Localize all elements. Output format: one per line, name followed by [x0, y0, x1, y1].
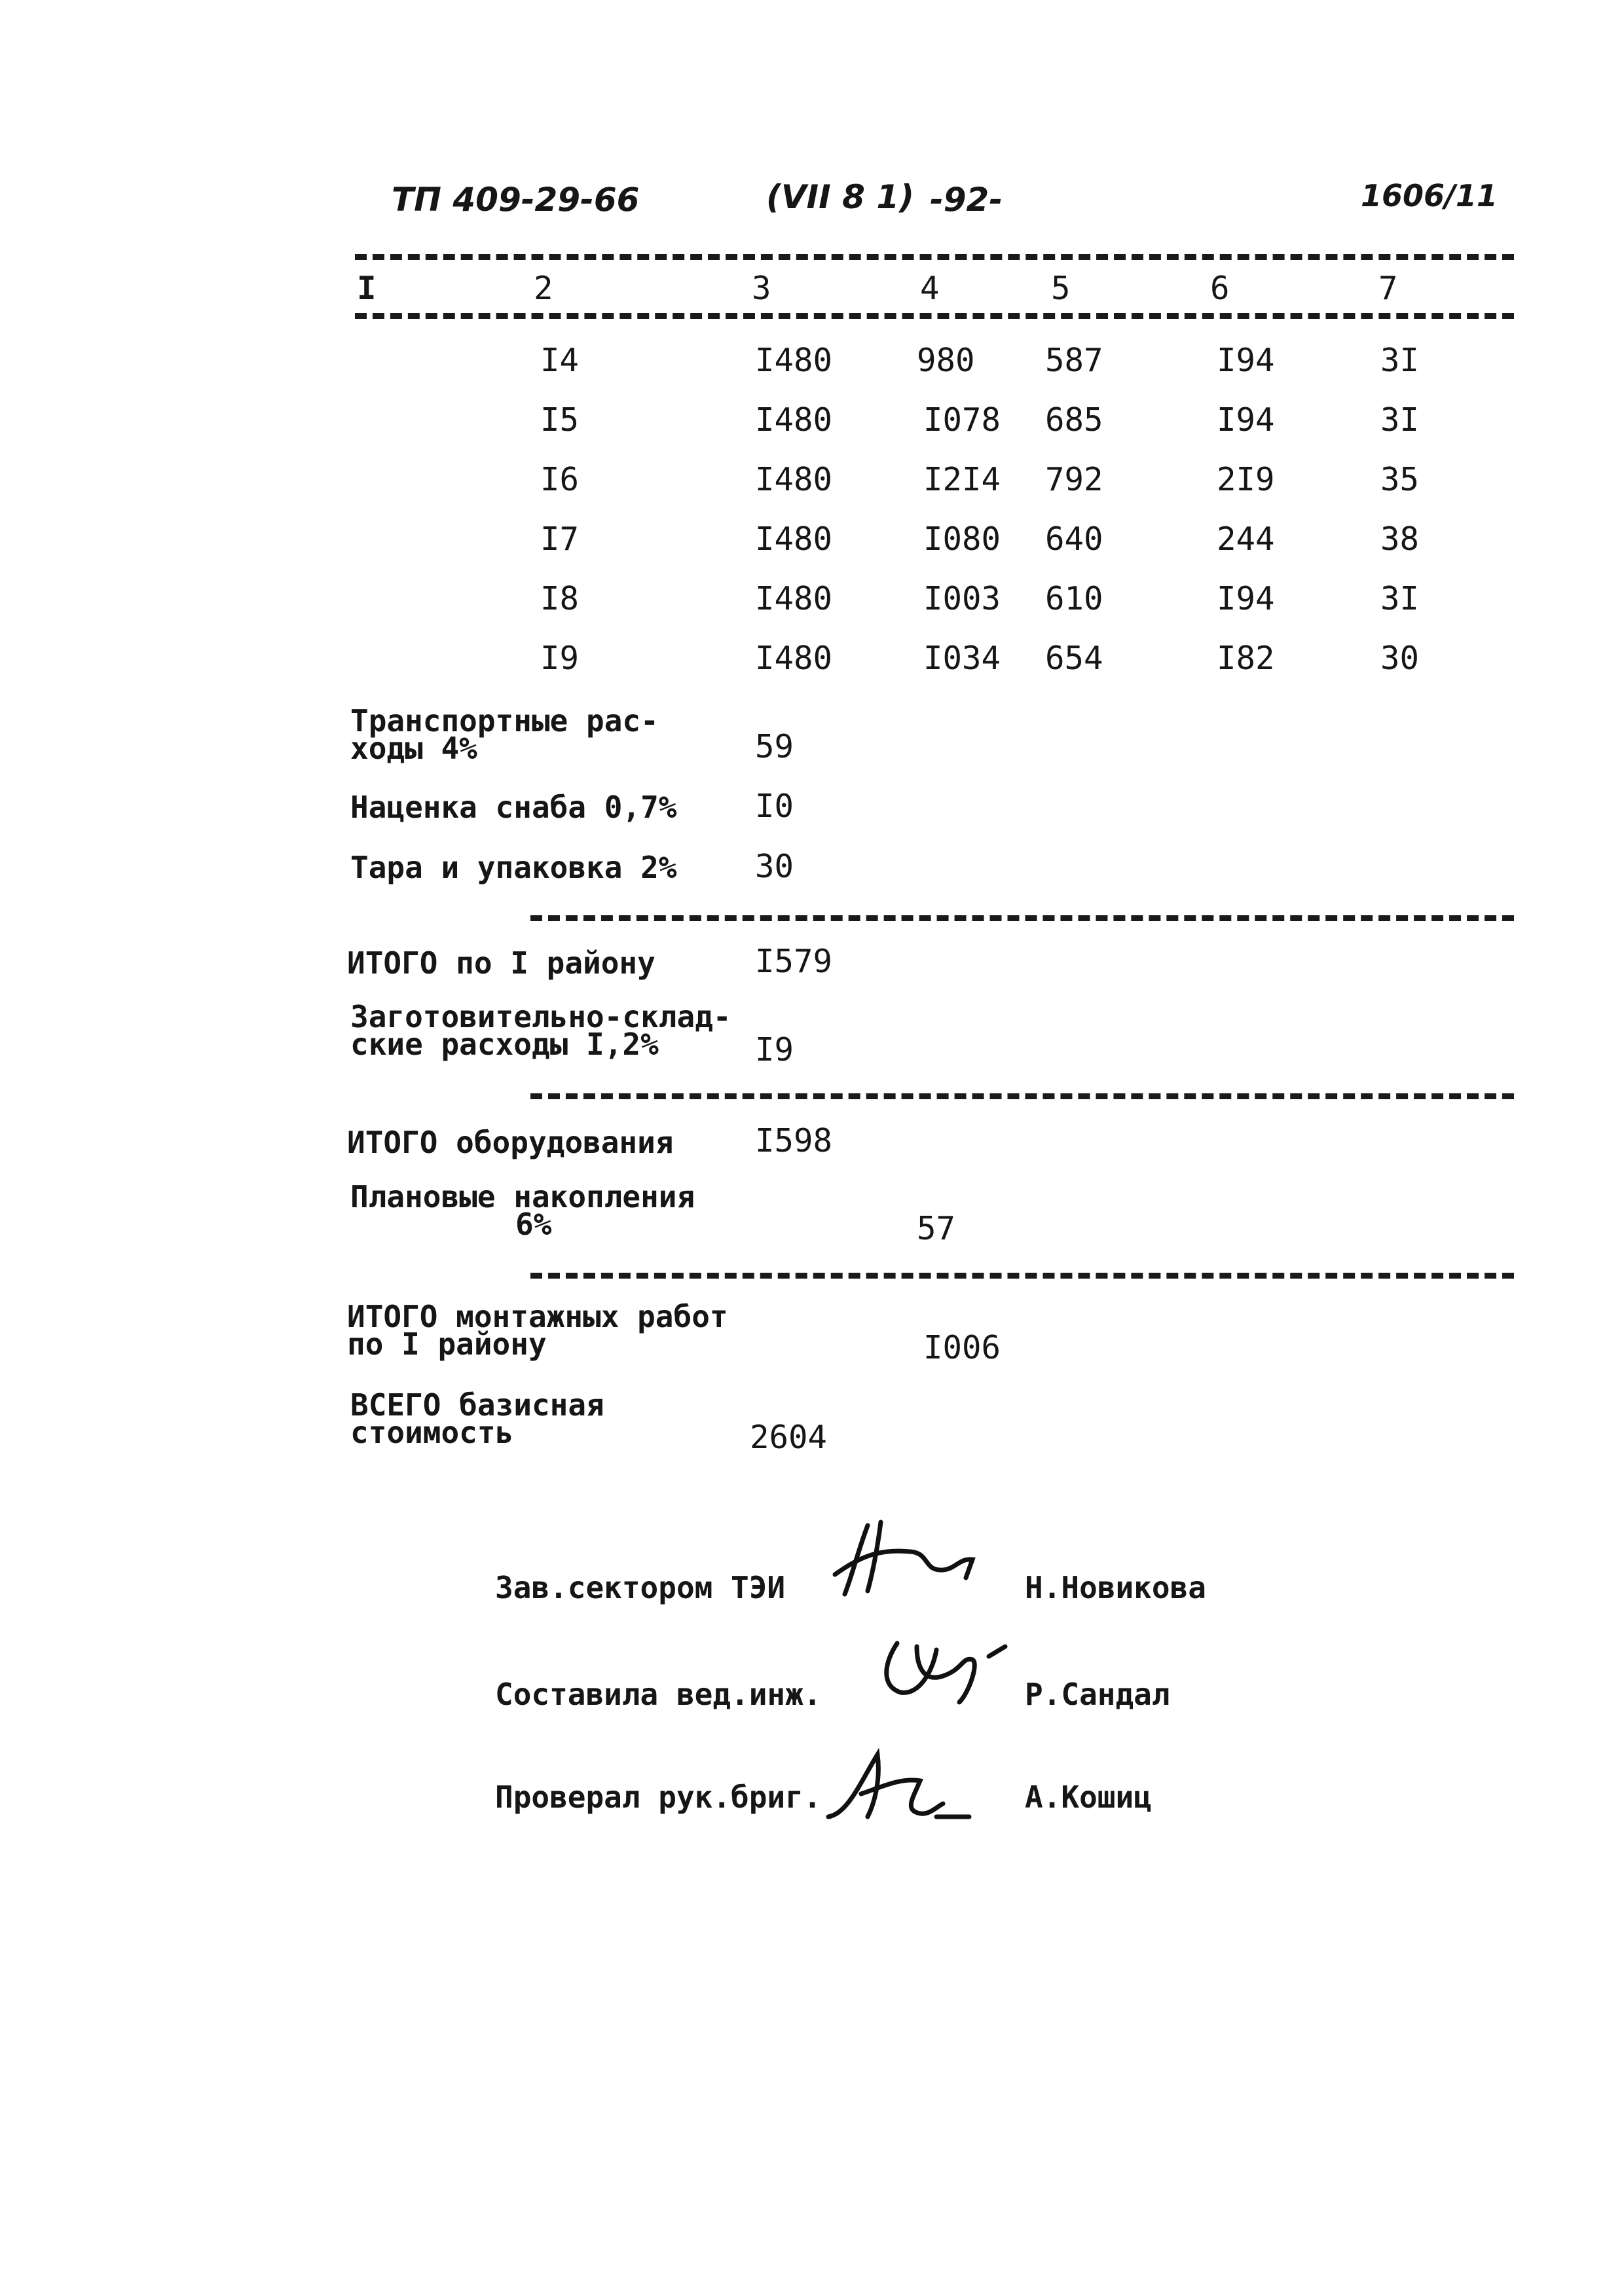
- procurement-label: Заготовительно-склад- ские расходы I,2%: [350, 999, 731, 1062]
- planned-savings-value: 57: [917, 1210, 956, 1247]
- table-cell: 980: [917, 342, 975, 379]
- table-cell: I080: [923, 520, 1001, 558]
- table-cell: I9: [540, 640, 580, 677]
- table-cell: 3I: [1380, 342, 1420, 379]
- table-cell: 685: [1045, 401, 1103, 439]
- column-header: 6: [1210, 270, 1230, 307]
- table-cell: 587: [1045, 342, 1103, 379]
- transport-value: 59: [755, 728, 794, 765]
- page-number: -92-: [930, 181, 1003, 219]
- supply-markup-label: Наценка снаба 0,7%: [350, 790, 677, 825]
- table-cell: I7: [540, 520, 580, 558]
- signature-sandal: [871, 1630, 1022, 1715]
- planned-savings-label: Плановые накопления 6%: [350, 1179, 695, 1242]
- sheet-number: 1606/11: [1361, 178, 1498, 213]
- album-reference: (VII 8 1): [766, 178, 915, 216]
- table-cell: I480: [755, 461, 833, 498]
- signature-role: Проверал рук.бриг.: [495, 1779, 822, 1815]
- header-rule-bottom: [355, 313, 1514, 319]
- total-installation-value: I006: [923, 1329, 1001, 1366]
- table-cell: 35: [1380, 461, 1420, 498]
- table-cell: I078: [923, 401, 1001, 439]
- rule-total-2: [530, 1093, 1514, 1099]
- grand-total-value: 2604: [750, 1419, 828, 1456]
- rule-total-1: [530, 915, 1514, 921]
- total-region-value: I579: [755, 943, 833, 980]
- grand-total-label: ВСЕГО базисная стоимость: [350, 1387, 604, 1450]
- transport-label: Транспортные рас- ходы 4%: [350, 703, 659, 766]
- header-rule-top: [355, 254, 1514, 260]
- table-cell: I94: [1217, 401, 1275, 439]
- document-code: ТП 409-29-66: [392, 181, 640, 219]
- packing-value: 30: [755, 848, 794, 885]
- total-installation-label: ИТОГО монтажных работ по I району: [347, 1299, 728, 1362]
- table-cell: I2I4: [923, 461, 1001, 498]
- signature-koshits: [822, 1741, 972, 1833]
- table-cell: 610: [1045, 580, 1103, 617]
- table-cell: 792: [1045, 461, 1103, 498]
- table-cell: 3I: [1380, 580, 1420, 617]
- signature-role: Составила вед.инж.: [495, 1677, 822, 1712]
- table-cell: 244: [1217, 520, 1275, 558]
- table-cell: I480: [755, 342, 833, 379]
- rule-total-3: [530, 1273, 1514, 1279]
- table-cell: I94: [1217, 342, 1275, 379]
- signature-name: Н.Новикова: [1025, 1570, 1206, 1605]
- column-header: 5: [1051, 270, 1071, 307]
- table-cell: I6: [540, 461, 580, 498]
- column-header: 2: [534, 270, 553, 307]
- table-cell: I480: [755, 401, 833, 439]
- packing-label: Тара и упаковка 2%: [350, 850, 677, 885]
- table-cell: I5: [540, 401, 580, 439]
- column-header: 7: [1378, 270, 1398, 307]
- column-header: 4: [920, 270, 940, 307]
- table-cell: 3I: [1380, 401, 1420, 439]
- procurement-value: I9: [755, 1031, 794, 1068]
- column-header: 3: [752, 270, 771, 307]
- table-cell: I480: [755, 640, 833, 677]
- table-cell: 654: [1045, 640, 1103, 677]
- table-cell: I480: [755, 580, 833, 617]
- table-cell: I82: [1217, 640, 1275, 677]
- supply-markup-value: I0: [755, 788, 794, 825]
- signature-novikova: [832, 1512, 989, 1604]
- table-cell: 2I9: [1217, 461, 1275, 498]
- signature-role: Зав.сектором ТЭИ: [495, 1570, 786, 1605]
- total-equipment-value: I598: [755, 1122, 833, 1159]
- table-cell: 30: [1380, 640, 1420, 677]
- table-cell: I8: [540, 580, 580, 617]
- total-region-label: ИТОГО по I району: [347, 945, 655, 981]
- table-cell: I480: [755, 520, 833, 558]
- table-cell: 38: [1380, 520, 1420, 558]
- column-header: I: [357, 270, 377, 307]
- signature-name: А.Кошиц: [1025, 1779, 1152, 1815]
- table-cell: I4: [540, 342, 580, 379]
- total-equipment-label: ИТОГО оборудования: [347, 1125, 674, 1160]
- table-cell: I003: [923, 580, 1001, 617]
- table-cell: I94: [1217, 580, 1275, 617]
- signature-name: Р.Сандал: [1025, 1677, 1170, 1712]
- table-cell: I034: [923, 640, 1001, 677]
- table-cell: 640: [1045, 520, 1103, 558]
